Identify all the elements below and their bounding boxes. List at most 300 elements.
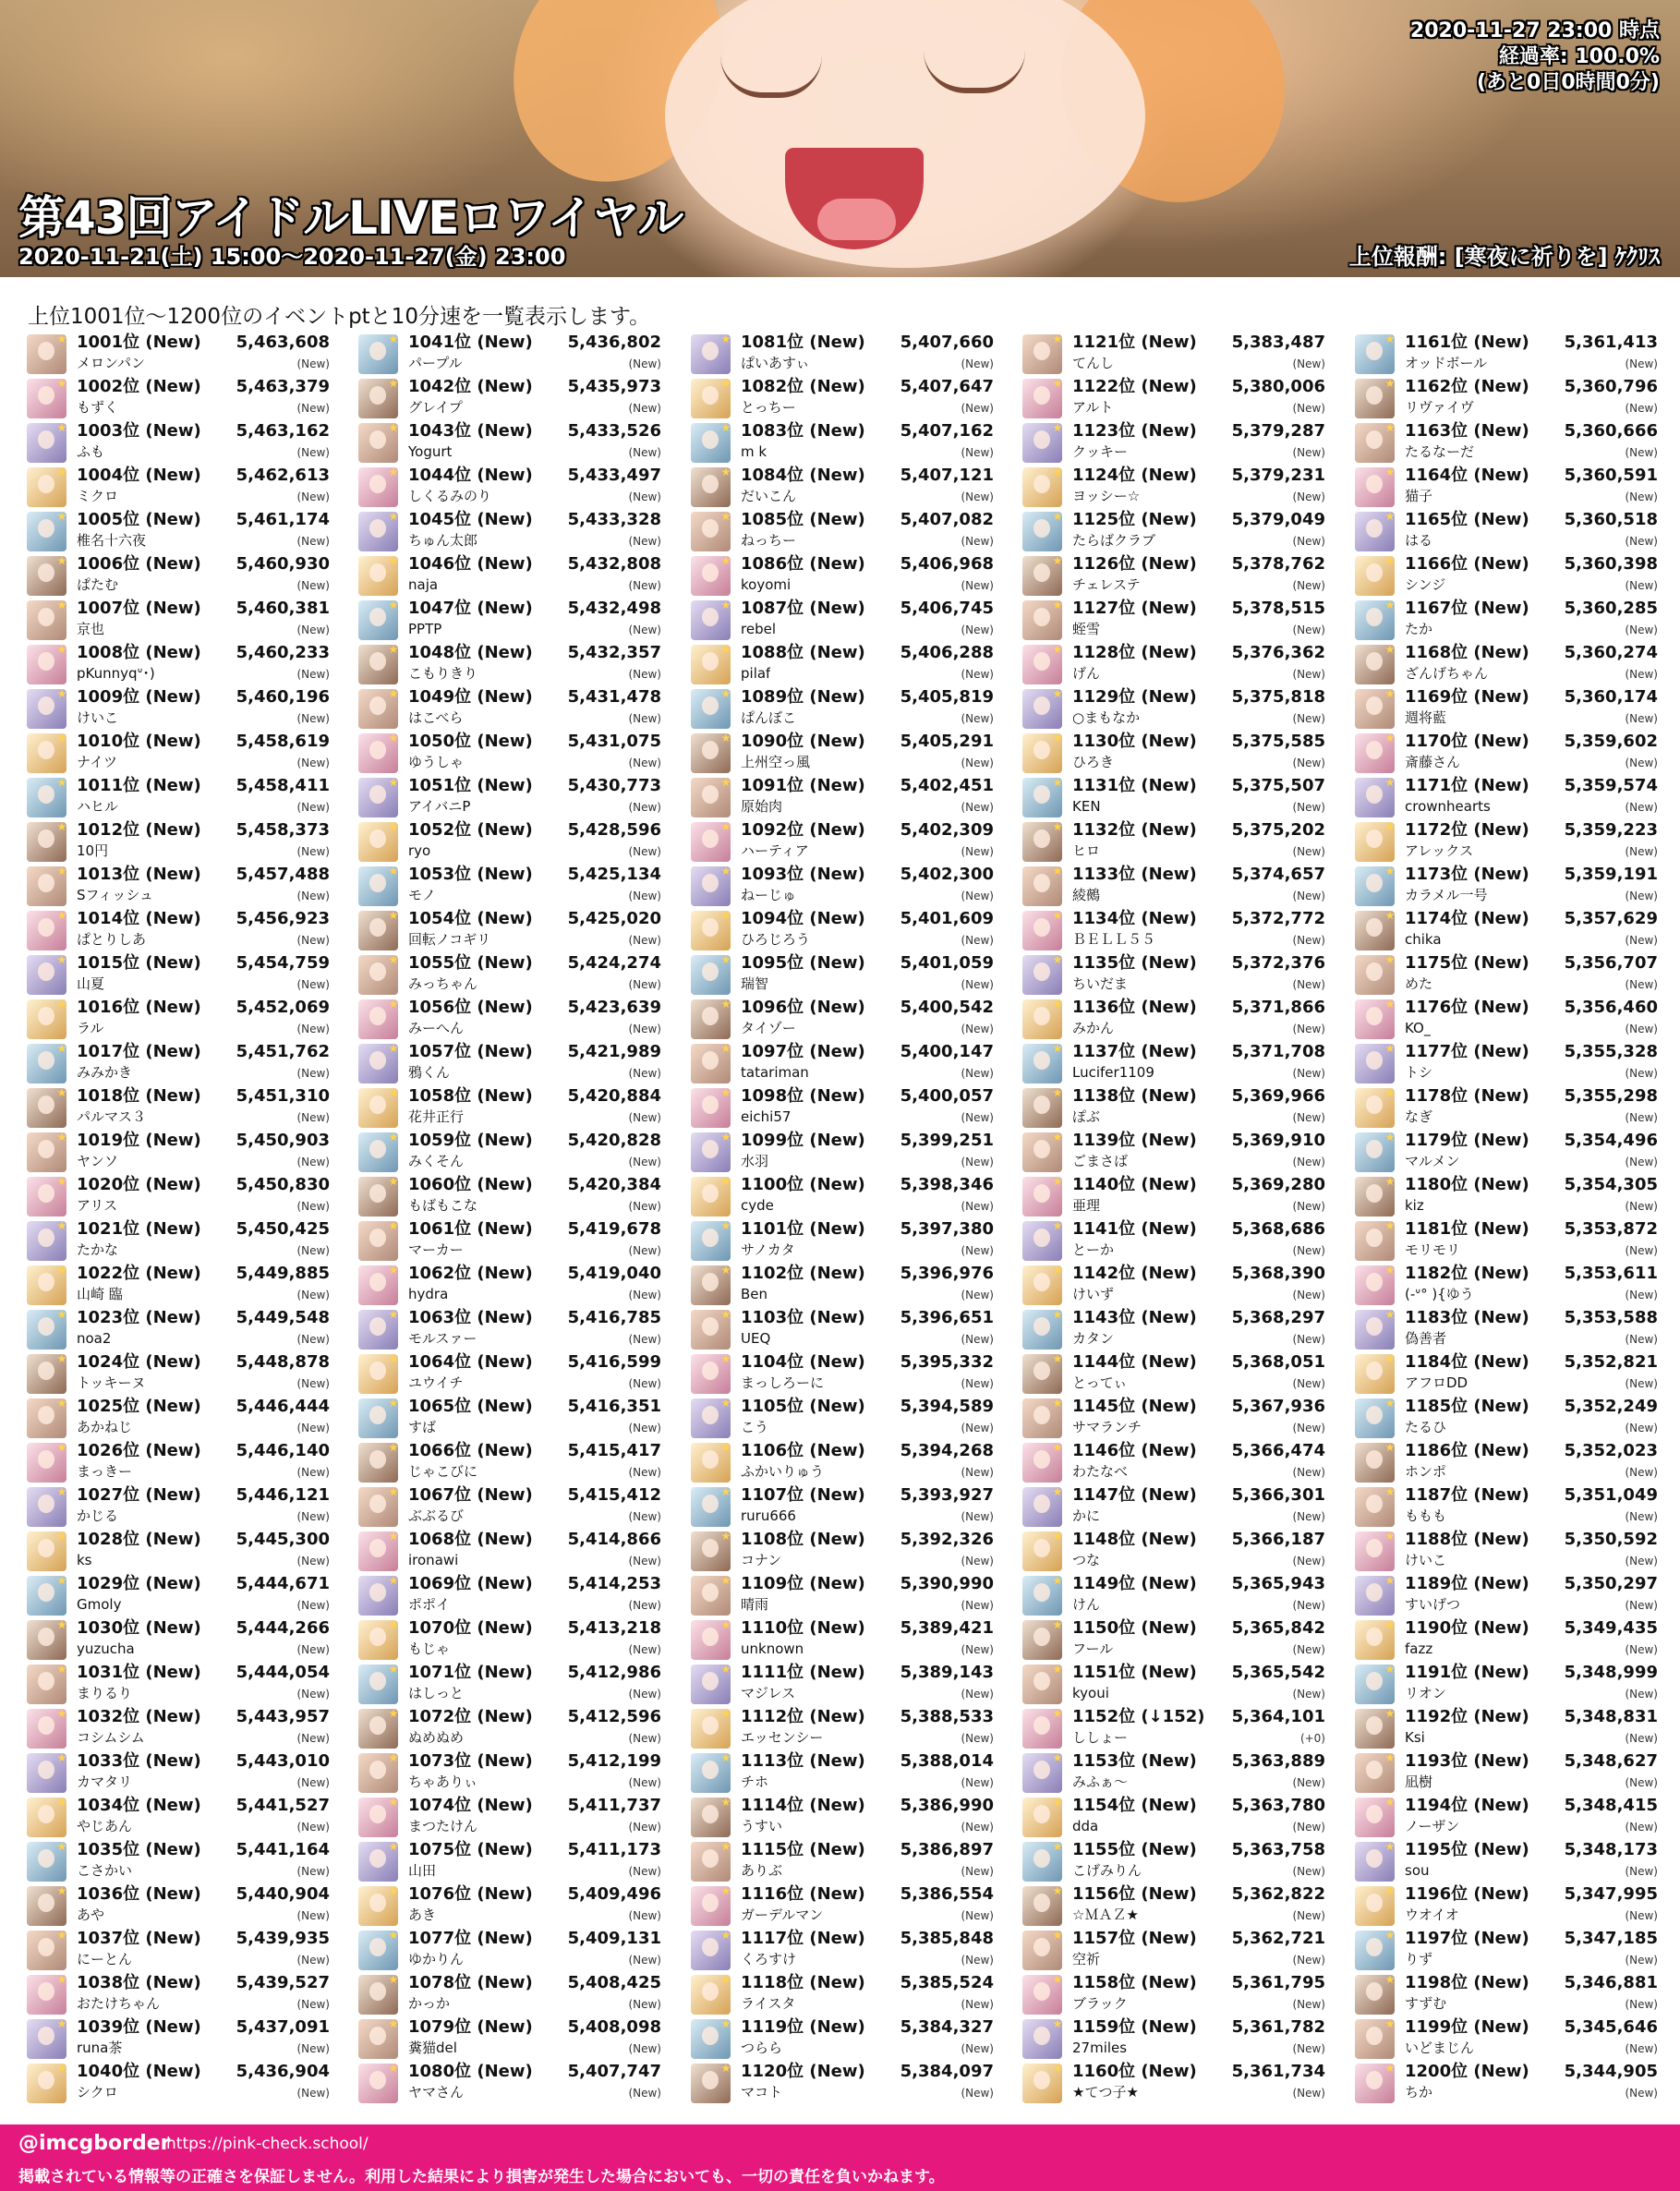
- producer-name: ryo: [408, 842, 431, 859]
- time-remaining: (あと0日0時間0分): [1476, 71, 1660, 94]
- event-points: 5,405,819: [900, 687, 994, 707]
- ten-minute-speed: (New): [296, 623, 330, 636]
- event-points: 5,363,780: [1231, 1796, 1325, 1815]
- star-icon: [721, 1975, 731, 1984]
- star-icon: [389, 1531, 398, 1541]
- event-points: 5,446,121: [236, 1485, 330, 1505]
- rank-label: 1199位 (New): [1405, 2017, 1529, 2037]
- event-points: 5,408,098: [567, 2017, 661, 2037]
- rank-label: 1005位 (New): [77, 510, 201, 529]
- event-points: 5,346,881: [1564, 1973, 1658, 1992]
- idol-card-icon: [27, 1620, 66, 1660]
- idol-card-icon: [358, 1443, 398, 1483]
- star-icon: [1385, 1354, 1395, 1363]
- rank-label: 1059位 (New): [408, 1131, 533, 1150]
- star-icon: [1053, 1177, 1062, 1186]
- idol-card-icon: [691, 1842, 731, 1882]
- star-icon: [57, 1975, 66, 1984]
- star-icon: [1385, 1975, 1395, 1984]
- event-points: 5,348,627: [1564, 1751, 1658, 1771]
- rank-label: 1018位 (New): [77, 1086, 201, 1106]
- rank-label: 1058位 (New): [408, 1086, 533, 1106]
- ten-minute-speed: (New): [296, 1289, 330, 1301]
- star-icon: [721, 1398, 731, 1408]
- event-points: 5,378,515: [1231, 599, 1325, 618]
- ranking-entry: [689, 554, 996, 599]
- ten-minute-speed: (New): [1292, 1244, 1325, 1257]
- event-points: 5,409,131: [567, 1929, 661, 1948]
- ten-minute-speed: (New): [1292, 1776, 1325, 1789]
- event-points: 5,347,185: [1564, 1929, 1658, 1948]
- rank-label: 1041位 (New): [408, 333, 533, 352]
- ranking-entry: [689, 1840, 996, 1884]
- twitter-handle[interactable]: @imcgborder: [18, 2132, 171, 2155]
- rank-label: 1061位 (New): [408, 1219, 533, 1239]
- rank-label: 1092位 (New): [741, 820, 865, 840]
- ten-minute-speed: (New): [961, 1200, 994, 1213]
- rank-label: 1106位 (New): [741, 1441, 865, 1460]
- star-icon: [57, 1576, 66, 1585]
- star-icon: [1385, 1398, 1395, 1408]
- producer-name: サマランチ: [1072, 1419, 1142, 1435]
- star-icon: [1385, 512, 1395, 521]
- rank-label: 1131位 (New): [1072, 776, 1197, 795]
- producer-name: リヴァイヴ: [1405, 399, 1474, 416]
- ranking-entry: [1353, 1618, 1660, 1663]
- star-icon: [1053, 1044, 1062, 1053]
- ten-minute-speed: (New): [1625, 1732, 1658, 1745]
- producer-name: ハーティア: [741, 842, 809, 859]
- ranking-entry: [25, 1663, 332, 1707]
- producer-name: トッキーヌ: [77, 1374, 146, 1391]
- ranking-entry: [357, 1840, 663, 1884]
- idol-card-icon: [691, 1709, 731, 1749]
- ranking-entry: [25, 1397, 332, 1441]
- event-points: 5,349,435: [1564, 1618, 1658, 1638]
- ten-minute-speed: (New): [296, 1688, 330, 1701]
- idol-card-icon: [1355, 1265, 1395, 1305]
- producer-name: クッキー: [1072, 443, 1129, 460]
- event-points: 5,353,588: [1564, 1308, 1658, 1327]
- star-icon: [389, 334, 398, 344]
- ranking-entry: [357, 953, 663, 998]
- idol-card-icon: [358, 733, 398, 773]
- star-icon: [721, 1221, 731, 1230]
- idol-card-icon: [1355, 1531, 1395, 1571]
- idol-card-icon: [1022, 1931, 1062, 1970]
- ten-minute-speed: (New): [296, 402, 330, 415]
- star-icon: [1385, 1798, 1395, 1807]
- ten-minute-speed: (New): [628, 2087, 661, 2100]
- idol-card-icon: [358, 999, 398, 1039]
- idol-card-icon: [27, 778, 66, 817]
- star-icon: [721, 1931, 731, 1940]
- rank-label: 1026位 (New): [77, 1441, 201, 1460]
- producer-name: ＢＥＬＬ５５: [1072, 931, 1156, 948]
- star-icon: [57, 556, 66, 565]
- star-icon: [1053, 1664, 1062, 1674]
- ranking-entry: [25, 1352, 332, 1397]
- rank-label: 1197位 (New): [1405, 1929, 1529, 1948]
- ten-minute-speed: (New): [1625, 1377, 1658, 1390]
- producer-name: crownhearts: [1405, 798, 1491, 815]
- rank-label: 1050位 (New): [408, 732, 533, 751]
- rank-label: 1076位 (New): [408, 1884, 533, 1904]
- event-points: 5,408,425: [567, 1973, 661, 1992]
- ranking-entry: [689, 510, 996, 554]
- ranking-entry: [1021, 820, 1327, 865]
- idol-card-icon: [27, 689, 66, 729]
- producer-name: マーカー: [408, 1241, 464, 1258]
- rank-label: 1054位 (New): [408, 909, 533, 928]
- idol-card-icon: [1355, 1975, 1395, 2015]
- idol-card-icon: [691, 334, 731, 374]
- rank-label: 1189位 (New): [1405, 1574, 1529, 1593]
- rank-label: 1137位 (New): [1072, 1042, 1197, 1061]
- star-icon: [389, 1443, 398, 1452]
- rank-label: 1039位 (New): [77, 2017, 201, 2037]
- rank-label: 1095位 (New): [741, 953, 865, 973]
- star-icon: [57, 689, 66, 698]
- event-points: 5,379,049: [1231, 510, 1325, 529]
- ranking-entry: [1021, 687, 1327, 732]
- star-icon: [389, 911, 398, 920]
- idol-card-icon: [691, 1664, 731, 1704]
- idol-card-icon: [1022, 1975, 1062, 2015]
- event-points: 5,402,451: [900, 776, 994, 795]
- producer-name: パープル: [408, 355, 463, 371]
- ten-minute-speed: (New): [296, 1599, 330, 1612]
- ten-minute-speed: (New): [961, 579, 994, 592]
- star-icon: [57, 1088, 66, 1097]
- idol-card-icon: [358, 645, 398, 684]
- ranking-entry: [1021, 421, 1327, 466]
- ranking-entry: [689, 1264, 996, 1308]
- idol-card-icon: [691, 1531, 731, 1571]
- event-points: 5,400,542: [900, 998, 994, 1017]
- star-icon: [389, 556, 398, 565]
- rank-label: 1015位 (New): [77, 953, 201, 973]
- event-points: 5,441,164: [236, 1840, 330, 1859]
- rank-label: 1083位 (New): [741, 421, 865, 441]
- producer-name: エッセンシー: [741, 1729, 824, 1746]
- ranking-entry: [1353, 333, 1660, 377]
- ten-minute-speed: (New): [961, 2042, 994, 2055]
- rank-label: 1116位 (New): [741, 1884, 865, 1904]
- event-points: 5,441,527: [236, 1796, 330, 1815]
- star-icon: [1385, 1310, 1395, 1319]
- producer-name: かっか: [408, 1995, 451, 2012]
- star-icon: [721, 689, 731, 698]
- idol-card-icon: [691, 1310, 731, 1350]
- rank-label: 1198位 (New): [1405, 1973, 1529, 1992]
- star-icon: [1385, 866, 1395, 876]
- ten-minute-speed: (New): [1625, 1688, 1658, 1701]
- producer-name: コナン: [741, 1552, 782, 1568]
- event-points: 5,396,976: [900, 1264, 994, 1283]
- idol-card-icon: [1355, 999, 1395, 1039]
- ranking-entry: [689, 820, 996, 865]
- ranking-entry: [1021, 377, 1327, 421]
- ten-minute-speed: (New): [1292, 1466, 1325, 1479]
- idol-card-icon: [27, 999, 66, 1039]
- event-points: 5,460,233: [236, 643, 330, 662]
- ten-minute-speed: (New): [296, 1333, 330, 1346]
- rank-label: 1064位 (New): [408, 1352, 533, 1372]
- ten-minute-speed: (New): [628, 402, 661, 415]
- idol-card-icon: [691, 1620, 731, 1660]
- rank-label: 1200位 (New): [1405, 2062, 1529, 2081]
- rank-label: 1175位 (New): [1405, 953, 1529, 973]
- producer-name: けん: [1072, 1596, 1101, 1613]
- idol-card-icon: [691, 1044, 731, 1083]
- ranking-entry: [25, 865, 332, 909]
- event-points: 5,360,666: [1564, 421, 1658, 441]
- rank-label: 1152位 (↓152): [1072, 1707, 1205, 1726]
- event-points: 5,354,496: [1564, 1131, 1658, 1150]
- producer-name: ごまさば: [1072, 1153, 1129, 1169]
- star-icon: [1053, 1753, 1062, 1762]
- event-points: 5,389,421: [900, 1618, 994, 1638]
- star-icon: [1053, 999, 1062, 1009]
- ranking-entry: [1353, 643, 1660, 687]
- idol-card-icon: [1355, 1132, 1395, 1172]
- ranking-entry: [357, 1485, 663, 1530]
- rank-label: 1080位 (New): [408, 2062, 533, 2081]
- ranking-entry: [1021, 1352, 1327, 1397]
- idol-card-icon: [358, 955, 398, 995]
- star-icon: [389, 2064, 398, 2073]
- star-icon: [389, 1265, 398, 1275]
- rank-label: 1006位 (New): [77, 554, 201, 574]
- star-icon: [1385, 999, 1395, 1009]
- star-icon: [389, 2019, 398, 2028]
- event-points: 5,353,872: [1564, 1219, 1658, 1239]
- event-points: 5,350,297: [1564, 1574, 1658, 1593]
- ten-minute-speed: (New): [1625, 1821, 1658, 1834]
- ranking-entry: [689, 1973, 996, 2017]
- rank-label: 1158位 (New): [1072, 1973, 1197, 1992]
- idol-card-icon: [1355, 1709, 1395, 1749]
- ranking-entry: [1353, 953, 1660, 998]
- ranking-entry: [689, 599, 996, 643]
- ten-minute-speed: (New): [961, 1156, 994, 1168]
- ten-minute-speed: (New): [628, 1377, 661, 1390]
- star-icon: [1385, 1842, 1395, 1851]
- event-title: 第43回アイドルLIVEロワイヤル: [18, 191, 683, 245]
- ten-minute-speed: (New): [1292, 579, 1325, 592]
- rank-label: 1019位 (New): [77, 1131, 201, 1150]
- idol-card-icon: [1355, 512, 1395, 551]
- ranking-entry: [25, 1973, 332, 2017]
- ranking-entry: [25, 1308, 332, 1352]
- ranking-entry: [357, 776, 663, 820]
- rank-label: 1051位 (New): [408, 776, 533, 795]
- idol-card-icon: [1355, 556, 1395, 596]
- rank-label: 1101位 (New): [741, 1219, 865, 1239]
- idol-card-icon: [1022, 423, 1062, 463]
- ten-minute-speed: (New): [1292, 1422, 1325, 1434]
- ten-minute-speed: (New): [1292, 1111, 1325, 1124]
- producer-name: ふかいりゅう: [741, 1463, 825, 1480]
- producer-name: メロンパン: [77, 355, 145, 371]
- idol-card-icon: [1022, 1310, 1062, 1350]
- ten-minute-speed: (New): [1292, 801, 1325, 814]
- ranking-entry: [689, 1751, 996, 1796]
- ten-minute-speed: (New): [1625, 535, 1658, 548]
- event-points: 5,436,904: [236, 2062, 330, 2081]
- star-icon: [1385, 467, 1395, 477]
- ranking-entry: [1353, 377, 1660, 421]
- ranking-entry: [357, 554, 663, 599]
- ranking-entry: [357, 1352, 663, 1397]
- producer-name: ちゅん太郎: [408, 532, 478, 549]
- event-points: 5,451,310: [236, 1086, 330, 1106]
- event-points: 5,432,808: [567, 554, 661, 574]
- ten-minute-speed: (New): [961, 668, 994, 681]
- event-points: 5,386,990: [900, 1796, 994, 1815]
- idol-card-icon: [358, 1398, 398, 1438]
- event-points: 5,432,357: [567, 643, 661, 662]
- rank-label: 1044位 (New): [408, 466, 533, 485]
- producer-name: ホンポ: [1405, 1463, 1447, 1480]
- ten-minute-speed: (New): [628, 845, 661, 858]
- rank-label: 1196位 (New): [1405, 1884, 1529, 1904]
- ranking-entry: [689, 643, 996, 687]
- producer-name: けいこ: [1405, 1552, 1447, 1568]
- idol-card-icon: [691, 467, 731, 507]
- event-points: 5,458,411: [236, 776, 330, 795]
- producer-name: dda: [1072, 1818, 1099, 1834]
- ranking-entry: [1021, 1086, 1327, 1131]
- star-icon: [389, 866, 398, 876]
- producer-name: fazz: [1405, 1640, 1433, 1657]
- event-points: 5,457,488: [236, 865, 330, 884]
- event-points: 5,355,328: [1564, 1042, 1658, 1061]
- ranking-entry: [1353, 554, 1660, 599]
- idol-card-icon: [27, 512, 66, 551]
- producer-name: Sフィッシュ: [77, 887, 154, 903]
- event-points: 5,413,218: [567, 1618, 661, 1638]
- idol-card-icon: [1355, 334, 1395, 374]
- idol-card-icon: [1022, 1531, 1062, 1571]
- ranking-entry: [1021, 909, 1327, 953]
- rank-label: 1067位 (New): [408, 1485, 533, 1505]
- ten-minute-speed: (New): [296, 1776, 330, 1789]
- ranking-entry: [25, 998, 332, 1042]
- rank-label: 1033位 (New): [77, 1751, 201, 1771]
- star-icon: [1385, 556, 1395, 565]
- ranking-entry: [357, 421, 663, 466]
- ranking-entry: [1353, 1441, 1660, 1485]
- rank-label: 1139位 (New): [1072, 1131, 1197, 1150]
- rank-label: 1098位 (New): [741, 1086, 865, 1106]
- ranking-entry: [25, 421, 332, 466]
- idol-card-icon: [1022, 556, 1062, 596]
- idol-card-icon: [1022, 955, 1062, 995]
- producer-name: こさかい: [77, 1862, 133, 1879]
- rank-label: 1010位 (New): [77, 732, 201, 751]
- idol-card-icon: [27, 379, 66, 418]
- producer-name: たかな: [77, 1241, 119, 1258]
- ranking-entry: [357, 865, 663, 909]
- star-icon: [721, 334, 731, 344]
- rank-label: 1003位 (New): [77, 421, 201, 441]
- star-icon: [721, 1265, 731, 1275]
- event-points: 5,394,268: [900, 1441, 994, 1460]
- producer-name: げん: [1072, 665, 1101, 682]
- star-icon: [57, 423, 66, 432]
- producer-name: 京也: [77, 621, 105, 637]
- ranking-entry: [357, 1751, 663, 1796]
- rank-label: 1195位 (New): [1405, 1840, 1529, 1859]
- idol-card-icon: [27, 2019, 66, 2059]
- ten-minute-speed: (New): [961, 1909, 994, 1922]
- ten-minute-speed: (New): [296, 535, 330, 548]
- event-points: 5,364,101: [1231, 1707, 1325, 1726]
- event-points: 5,460,381: [236, 599, 330, 618]
- rank-label: 1180位 (New): [1405, 1175, 1529, 1194]
- event-points: 5,448,878: [236, 1352, 330, 1372]
- idol-card-icon: [358, 2019, 398, 2059]
- producer-name: チホ: [741, 1773, 769, 1790]
- page-description: 上位1001位～1200位のイベントptと10分速を一覧表示します。: [28, 305, 651, 329]
- ranking-entry: [689, 421, 996, 466]
- star-icon: [1053, 556, 1062, 565]
- rank-label: 1117位 (New): [741, 1929, 865, 1948]
- ten-minute-speed: (New): [1625, 1776, 1658, 1789]
- ten-minute-speed: (New): [961, 757, 994, 769]
- event-points: 5,360,591: [1564, 466, 1658, 485]
- ranking-entry: [1021, 1796, 1327, 1840]
- ten-minute-speed: (New): [1292, 2042, 1325, 2055]
- star-icon: [57, 1886, 66, 1895]
- idol-card-icon: [27, 1044, 66, 1083]
- idol-card-icon: [27, 1664, 66, 1704]
- producer-name: オッドボール: [1405, 355, 1488, 371]
- ten-minute-speed: (New): [961, 845, 994, 858]
- producer-name: マコト: [741, 2084, 783, 2100]
- ranking-entry: [357, 1796, 663, 1840]
- star-icon: [1053, 2019, 1062, 2028]
- ranking-entry: [25, 732, 332, 776]
- ten-minute-speed: (New): [628, 1422, 661, 1434]
- producer-name: ○まもなか: [1072, 709, 1141, 726]
- ten-minute-speed: (New): [1625, 668, 1658, 681]
- rank-label: 1060位 (New): [408, 1175, 533, 1194]
- star-icon: [721, 1620, 731, 1629]
- idol-card-icon: [1355, 1398, 1395, 1438]
- rank-label: 1096位 (New): [741, 998, 865, 1017]
- ranking-entry: [357, 1175, 663, 1219]
- ranking-entry: [689, 1042, 996, 1086]
- site-link[interactable]: https://pink-check.school/: [166, 2135, 369, 2153]
- producer-name: 原始肉: [741, 798, 783, 815]
- rank-label: 1157位 (New): [1072, 1929, 1197, 1948]
- idol-card-icon: [1355, 1886, 1395, 1926]
- star-icon: [389, 467, 398, 477]
- producer-name: ヤマさん: [408, 2084, 465, 2100]
- event-points: 5,416,351: [567, 1397, 661, 1416]
- star-icon: [721, 1443, 731, 1452]
- ranking-entry: [25, 377, 332, 421]
- event-points: 5,383,487: [1231, 333, 1325, 352]
- event-points: 5,412,986: [567, 1663, 661, 1682]
- ranking-entry: [357, 1441, 663, 1485]
- idol-card-icon: [1022, 1620, 1062, 1660]
- ranking-entry: [357, 1530, 663, 1574]
- event-points: 5,359,223: [1564, 820, 1658, 840]
